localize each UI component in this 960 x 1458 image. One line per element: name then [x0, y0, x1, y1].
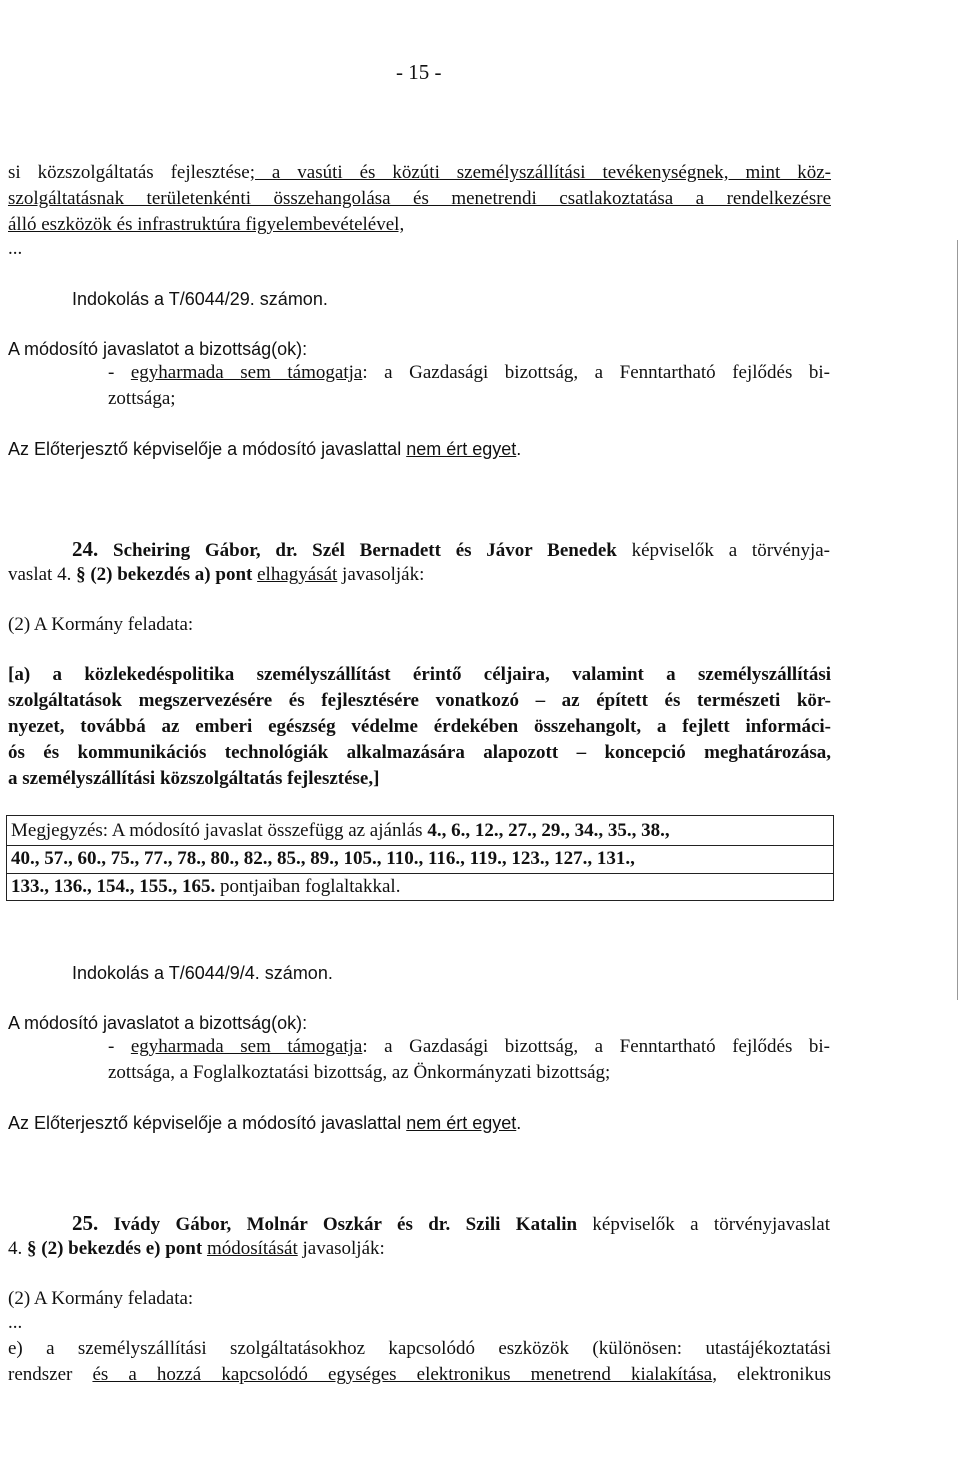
- intro-line-1: si közszolgáltatás fejlesztése; a vasúti és közúti személyszállítási tevékenységnek, mint köz-: [8, 162, 831, 183]
- provision-line-1: [a) a közlekedéspolitika személyszállítást érintő céljaira, valamint a személyszállítási: [8, 664, 831, 685]
- intro-line-2: szolgáltatásnak területenkénti összehangolása és menetrendi csatlakoztatása a rendelkezésre: [8, 188, 831, 209]
- committee-heading: A módosító javaslatot a bizottság(ok):: [8, 339, 308, 359]
- amendment-25-line-2: 4. § (2) bekezdés e) pont módosítását javasolják:: [8, 1238, 385, 1259]
- paragraph-e-line-2: rendszer és a hozzá kapcsolódó egységes elektronikus menetrend kialakítása, elektronikus: [8, 1364, 831, 1385]
- government-task-heading: (2) A Kormány feladata:: [8, 1288, 194, 1309]
- page-edge-line: [957, 240, 958, 1000]
- justification-ref: Indokolás a T/6044/29. számon.: [72, 289, 328, 309]
- note-line-2: 40., 57., 60., 75., 77., 78., 80., 82., 85., 89., 105., 110., 116., 119., 123., 127., 131.,: [11, 848, 635, 869]
- committee-line-2: zottsága;: [108, 388, 176, 409]
- government-task-heading: (2) A Kormány feladata:: [8, 614, 194, 635]
- amendment-24-line-1: 24. Scheiring Gábor, dr. Szél Bernadett és Jávor Benedek képviselők a törvényja-: [72, 537, 830, 561]
- amendment-24-line-2: vaslat 4. § (2) bekezdés a) pont elhagyását javasolják:: [8, 564, 425, 585]
- presenter-opinion: Az Előterjesztő képviselője a módosító javaslattal nem ért egyet.: [8, 439, 522, 459]
- amendment-25-line-1: 25. Ivády Gábor, Molnár Oszkár és dr. Szili Katalin képviselők a törvényjavaslat: [72, 1211, 830, 1235]
- page-number: - 15 -: [396, 60, 442, 84]
- presenter-opinion: Az Előterjesztő képviselője a módosító javaslattal nem ért egyet.: [8, 1113, 522, 1133]
- committee-line-2: zottsága, a Foglalkoztatási bizottság, az Önkormányzati bizottság;: [108, 1062, 611, 1083]
- note-line-1: Megjegyzés: A módosító javaslat összefügg az ajánlás 4., 6., 12., 27., 29., 34., 35., 38.,: [11, 820, 670, 841]
- provision-line-4: ós és kommunikációs technológiák alkalmazására alapozott – koncepció meghatározása,: [8, 742, 831, 763]
- intro-line-3: álló eszközök és infrastruktúra figyelembevételével,: [8, 214, 405, 235]
- provision-line-3: nyezet, továbbá az emberi egészség védelme érdekében összehangolt, a fejlett informáci-: [8, 716, 831, 737]
- committee-line-1: - egyharmada sem támogatja: a Gazdasági bizottság, a Fenntartható fejlődés bi-: [108, 362, 831, 383]
- note-line-3: 133., 136., 154., 155., 165. pontjaiban foglaltakkal.: [11, 876, 401, 897]
- committee-line-1: - egyharmada sem támogatja: a Gazdasági bizottság, a Fenntartható fejlődés bi-: [108, 1036, 831, 1057]
- provision-line-2: szolgáltatások megszervezésére és fejlesztésére vonatkozó – az épített és természeti kör-: [8, 690, 831, 711]
- committee-heading: A módosító javaslatot a bizottság(ok):: [8, 1013, 308, 1033]
- note-box: [6, 815, 834, 901]
- ellipsis: ...: [8, 238, 23, 259]
- justification-ref: Indokolás a T/6044/9/4. számon.: [72, 963, 333, 983]
- paragraph-e-line-1: e) a személyszállítási szolgáltatásokhoz kapcsolódó eszközök (különösen: utastájékoztatási: [8, 1338, 831, 1359]
- ellipsis: ...: [8, 1312, 23, 1333]
- provision-line-5: a személyszállítási közszolgáltatás fejlesztése,]: [8, 768, 380, 789]
